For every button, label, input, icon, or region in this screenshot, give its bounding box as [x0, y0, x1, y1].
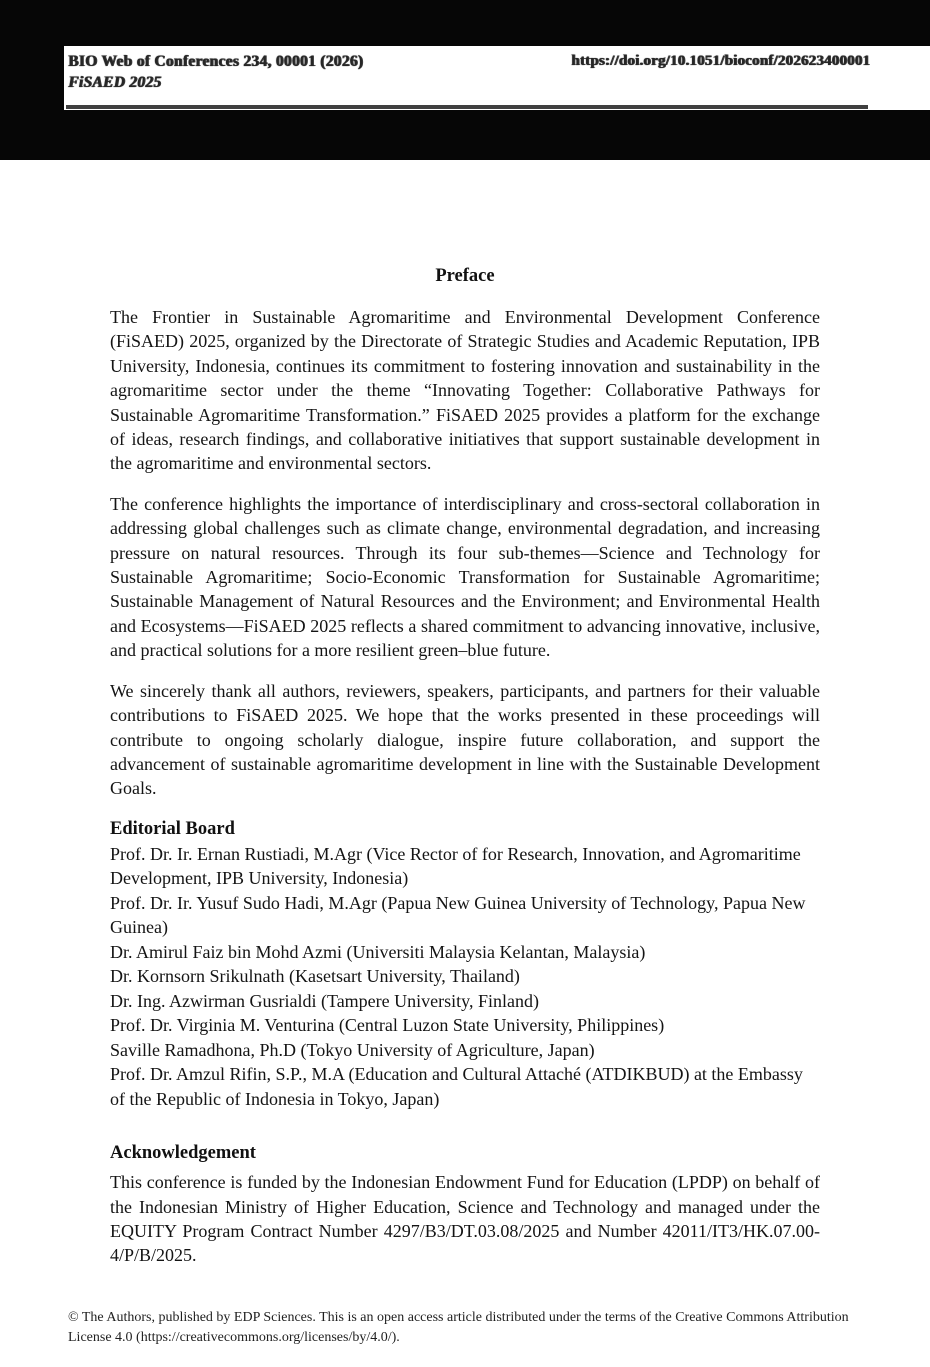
editorial-board-member: Saville Ramadhona, Ph.D (Tokyo University of Agriculture, Japan): [110, 1039, 595, 1060]
editorial-board-member: Prof. Dr. Virginia M. Venturina (Central Luzon State University, Philippines): [110, 1015, 665, 1036]
page-header: [64, 46, 930, 110]
header-left-block: [68, 51, 363, 93]
conference-name: FiSAED 2025: [68, 74, 162, 91]
doi-link[interactable]: https://doi.org/10.1051/bioconf/202623400001: [571, 53, 870, 69]
copyright-footer: © The Authors, published by EDP Sciences. This is an open access article distributed under the terms of the Creative Commons Attribution License 4.0 (https://creativecommons.org/licenses/by/4.0/).: [68, 1310, 849, 1345]
page-title: Preface: [435, 266, 495, 286]
preface-paragraph-1: The Frontier in Sustainable Agromaritime and Environmental Development Conference (FiSAED) 2025, organized by the Directorate of Strategic Studies and Academic Reputation, IPB University, Indonesia, continues its commitment to fostering innovation and sustainability in the agromaritime sector under the theme “Innovating Together: Collaborative Pathways for Sustainable Agromaritime Transformation.” FiSAED 2025 provides a platform for the exchange of ideas, research findings, and collaborative initiatives that support sustainable development in the agromaritime and environmental sectors.: [110, 307, 820, 474]
editorial-board-member: Prof. Dr. Ir. Ernan Rustiadi, M.Agr (Vice Rector of for Research, Innovation, and Agromaritime Development, IPB University, Indonesia): [110, 843, 801, 889]
editorial-board-member: Dr. Amirul Faiz bin Mohd Azmi (Universiti Malaysia Kelantan, Malaysia): [110, 941, 646, 962]
editorial-board-member: Prof. Dr. Ir. Yusuf Sudo Hadi, M.Agr (Papua New Guinea University of Technology, Papua New Guinea): [110, 892, 806, 938]
header-rule: [66, 105, 868, 109]
document-body: [110, 160, 820, 1268]
editorial-board-member: Dr. Ing. Azwirman Gusrialdi (Tampere University, Finland): [110, 990, 539, 1011]
preface-paragraph-3: We sincerely thank all authors, reviewers, speakers, participants, and partners for their valuable contributions to FiSAED 2025. We hope that the works presented in these proceedings will contribute to ongoing scholarly dialogue, inspire future collaboration, and support the advancement of sustainable agromaritime development in line with the Sustainable Development Goals.: [110, 680, 820, 799]
preface-paragraph-2: The conference highlights the importance of interdisciplinary and cross-sectoral collaboration in addressing global challenges such as climate change, environmental degradation, and increasing pressure on natural resources. Through its four sub-themes—Science and Technology for Sustainable Agromaritime; Socio-Economic Transformation for Sustainable Agromaritime; Sustainable Management of Natural Resources and the Environment; and Environmental Health and Ecosystems—FiSAED 2025 reflects a shared commitment to advancing innovative, inclusive, and practical solutions for a more resilient green–blue future.: [110, 493, 820, 661]
editorial-board-member: Prof. Dr. Amzul Rifin, S.P., M.A (Education and Cultural Attaché (ATDIKBUD) at the Embassy of the Republic of Indonesia in Tokyo, Japan): [110, 1064, 803, 1109]
editorial-board-member: Dr. Kornsorn Srikulnath (Kasetsart University, Thailand): [110, 966, 520, 987]
editorial-board-list: [110, 842, 820, 1112]
acknowledgement-text: This conference is funded by the Indonesian Endowment Fund for Education (LPDP) on behalf of the Indonesian Ministry of Higher Education, Science and Technology and managed under the EQUITY Program Contract Number 4297/B3/DT.03.08/2025 and Number 42011/IT3/HK.07.00-4/P/B/2025.: [110, 1172, 820, 1266]
acknowledgement-heading: Acknowledgement: [110, 1143, 256, 1164]
scan-top-band: [0, 0, 930, 160]
editorial-board-heading: Editorial Board: [110, 818, 235, 839]
journal-citation: BIO Web of Conferences 234, 00001 (2026): [68, 53, 364, 70]
